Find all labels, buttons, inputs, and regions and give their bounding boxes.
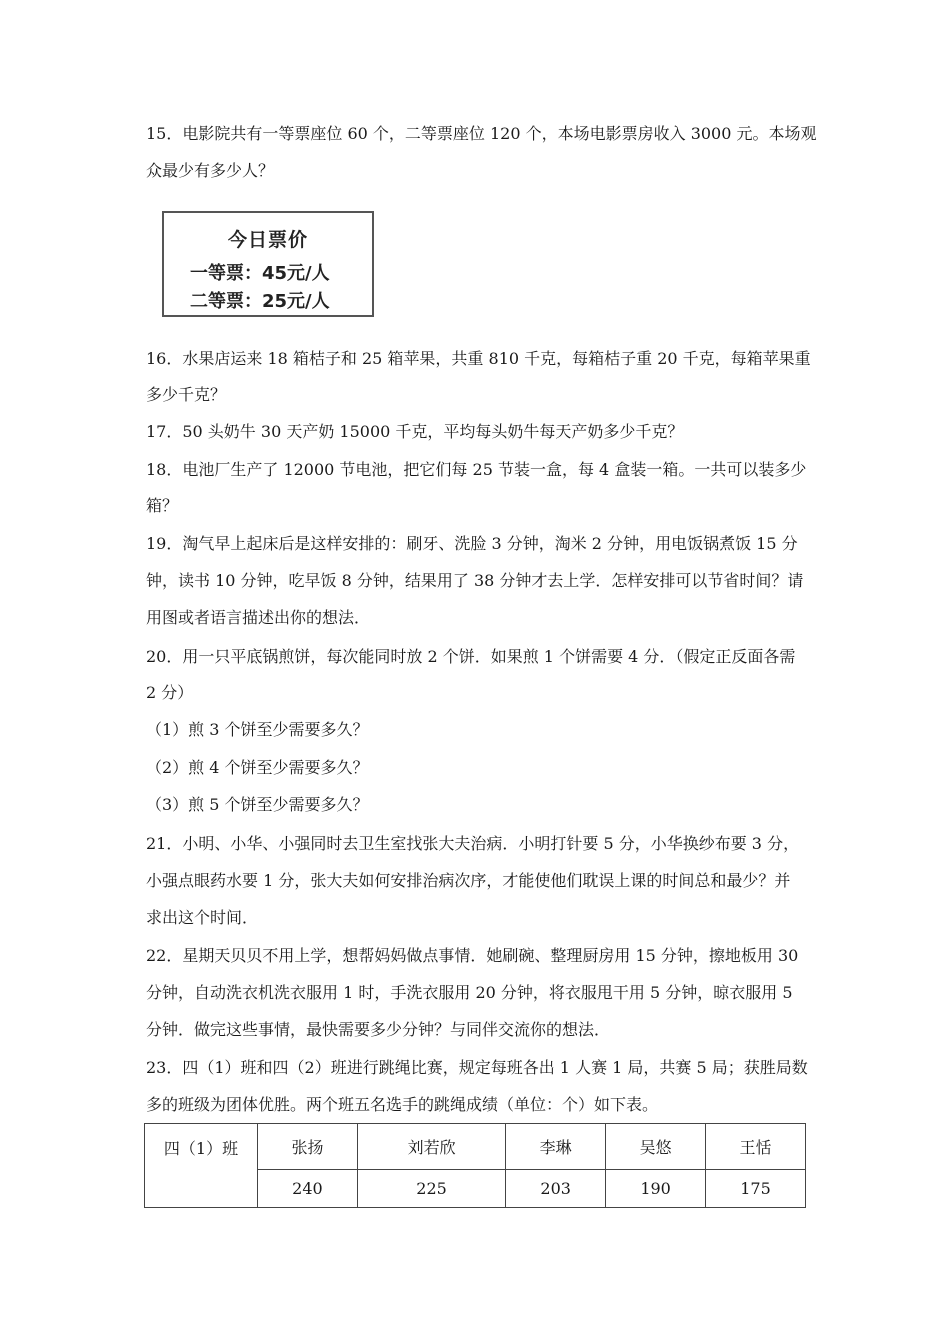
ticket-price-board — [162, 211, 374, 317]
score-cell: 203 — [506, 1169, 606, 1207]
ticket-title: 今日票价 — [227, 229, 308, 251]
q22-line-2: 分钟，自动洗衣机洗衣服用 1 时，手洗衣服用 20 分钟，将衣服甩干用 5 分钟，晾衣服用 5 — [146, 983, 793, 1002]
q20-sub-2: （2）煎 4 个饼至少需要多久？ — [146, 758, 369, 777]
table-row — [145, 1124, 806, 1170]
class-label-cell: 四（1）班 — [145, 1124, 258, 1208]
player-name-cell: 李琳 — [506, 1124, 606, 1170]
score-cell: 190 — [606, 1169, 706, 1207]
q20-line-1: 20．用一只平底锅煎饼，每次能同时放 2 个饼．如果煎 1 个饼需要 4 分．（假定正反面各需 — [146, 647, 796, 666]
q21-line-2: 小强点眼药水要 1 分，张大夫如何安排治病次序，才能使他们耽误上课的时间总和最少？并 — [146, 871, 791, 890]
q20-sub-1: （1）煎 3 个饼至少需要多久？ — [146, 720, 369, 739]
q16-line-2: 多少千克？ — [146, 385, 227, 404]
q22-line-1: 22．星期天贝贝不用上学，想帮妈妈做点事情．她刷碗、整理厨房用 15 分钟，擦地板用 30 — [146, 946, 799, 965]
score-cell: 225 — [357, 1169, 505, 1207]
q21-line-1: 21．小明、小华、小强同时去卫生室找张大夫治病．小明打针要 5 分，小华换纱布要 3 分， — [146, 834, 800, 853]
q19-line-2: 钟，读书 10 分钟，吃早饭 8 分钟，结果用了 38 分钟才去上学．怎样安排可以节省时间？请 — [146, 571, 804, 590]
q15-line-2: 众最少有多少人？ — [146, 161, 275, 180]
q17-line-1: 17．50 头奶牛 30 天产奶 15000 千克，平均每头奶牛每天产奶多少千克？ — [146, 422, 684, 441]
ticket-first-class: 一等票：45元/人 — [190, 263, 330, 284]
q23-line-2: 多的班级为团体优胜。两个班五名选手的跳绳成绩（单位：个）如下表。 — [146, 1095, 659, 1114]
q19-line-1: 19．淘气早上起床后是这样安排的：刷牙、洗脸 3 分钟，淘米 2 分钟，用电饭锅煮饭 15 分 — [146, 534, 798, 553]
player-name-cell: 吴悠 — [606, 1124, 706, 1170]
player-name-cell: 王恬 — [706, 1124, 806, 1170]
q16-line-1: 16．水果店运来 18 箱桔子和 25 箱苹果，共重 810 千克，每箱桔子重 20 千克，每箱苹果重 — [146, 349, 811, 368]
player-name-cell: 张扬 — [258, 1124, 358, 1170]
q19-line-3: 用图或者语言描述出你的想法． — [146, 608, 371, 627]
player-name-cell: 刘若欣 — [357, 1124, 505, 1170]
q18-line-2: 箱？ — [146, 496, 179, 515]
q20-sub-3: （3）煎 5 个饼至少需要多久？ — [146, 795, 369, 814]
q20-line-2: 2 分） — [146, 683, 194, 702]
score-cell: 240 — [258, 1169, 358, 1207]
q22-line-3: 分钟．做完这些事情，最快需要多少分钟？与同伴交流你的想法． — [146, 1020, 611, 1039]
q23-line-1: 23．四（1）班和四（2）班进行跳绳比赛，规定每班各出 1 人赛 1 局，共赛 5 局；获胜局数 — [146, 1058, 808, 1077]
q21-line-3: 求出这个时间． — [146, 908, 259, 927]
score-cell: 175 — [706, 1169, 806, 1207]
ticket-second-class: 二等票：25元/人 — [190, 291, 330, 312]
jump-rope-score-table — [144, 1123, 806, 1208]
q18-line-1: 18．电池厂生产了 12000 节电池，把它们每 25 节装一盒，每 4 盒装一箱。一共可以装多少 — [146, 460, 807, 479]
q15-line-1: 15．电影院共有一等票座位 60 个，二等票座位 120 个，本场电影票房收入 3000 元。本场观 — [146, 124, 817, 143]
